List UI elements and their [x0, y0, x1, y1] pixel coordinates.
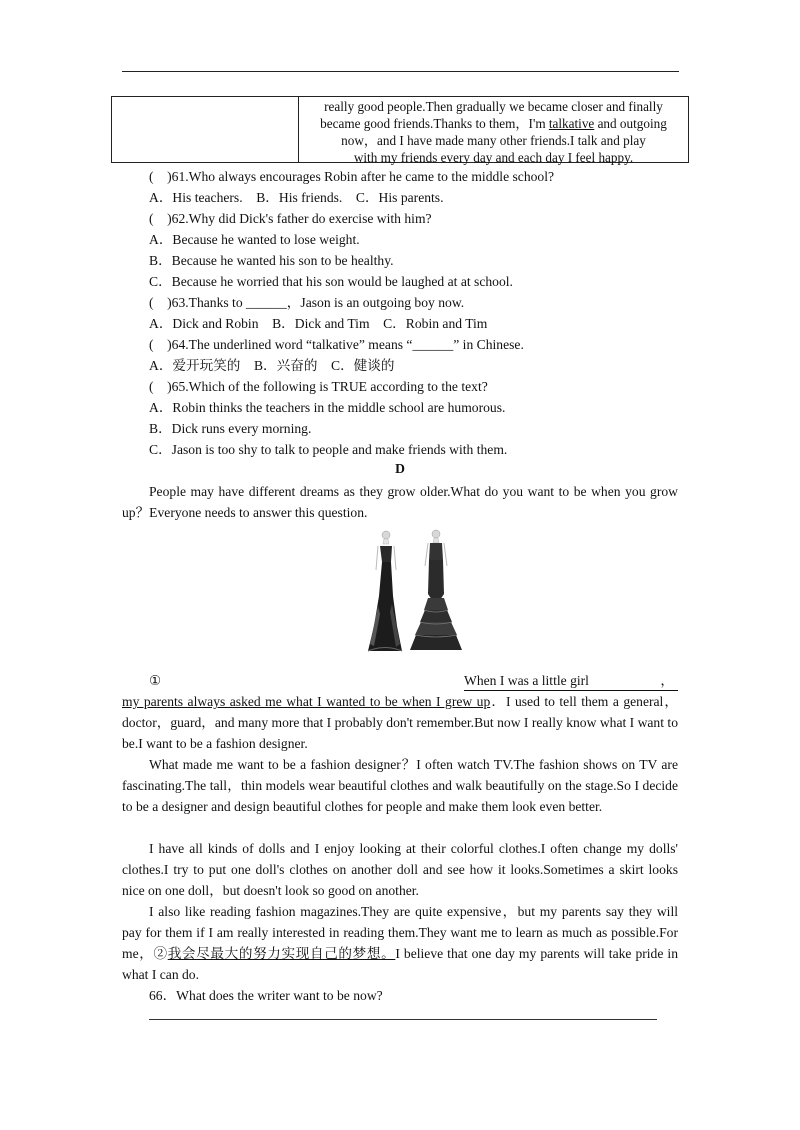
question-65: ( )65.Which of the following is TRUE according to the text?	[149, 379, 488, 394]
underlined-sentence-part-1: When I was a little girl	[464, 673, 589, 688]
question-66: 66．What does the writer want to be now?	[149, 988, 383, 1003]
underlined-sentence-part-2: my parents always asked me what I wanted to be when I grew up	[122, 694, 491, 709]
right-gown	[410, 530, 462, 650]
question-65-option-a: A．Robin thinks the teachers in the middle school are humorous.	[149, 400, 506, 415]
sentence-comma: ，	[660, 673, 674, 688]
answer-line[interactable]	[149, 1019, 657, 1020]
section-intro: People may have different dreams as they grow older.What do you want to be when you grow up？Everyone needs to answer this question.	[122, 484, 678, 520]
underlined-chinese-sentence: 我会尽最大的努力实现自己的梦想。	[167, 946, 396, 961]
question-64-options: A．爱开玩笑的 B．兴奋的 C．健谈的	[149, 358, 395, 373]
evening-gowns-illustration	[362, 526, 466, 656]
question-65-option-c: C．Jason is too shy to talk to people and make friends with them.	[149, 442, 508, 457]
passage-paragraph-2: What made me want to be a fashion designer？I often watch TV.The fashion shows on TV are fascinating.The tall，thin models wear beautiful clothes and walk beautifully on the stage.So I decide to be a designer and design beautiful clothes for people and make them look even better.	[122, 757, 678, 814]
underlined-word-talkative: talkative	[548, 116, 595, 131]
table-line: really good people.Then gradually we became closer and finally	[324, 99, 663, 114]
question-62-option-c: C．Because he worried that his son would be laughed at at school.	[149, 274, 513, 289]
question-62-option-b: B．Because he wanted his son to be healthy.	[149, 253, 394, 268]
passage-sentence-1-line	[122, 670, 678, 691]
circled-number-2: ②	[153, 946, 168, 961]
circled-number-1: ①	[149, 673, 162, 688]
table-line-part: became good friends.Thanks to them，I'm	[320, 116, 549, 131]
paragraph-1-text: ．I used to tell them a general，doctor，guard，and many more that I probably don't remember.But now I really know what I want to be.I want to be a fashion designer.	[122, 694, 678, 751]
table-line: now，and I have made many other friends.I talk and play	[341, 133, 646, 148]
question-61-options: A．His teachers. B．His friends. C．His parents.	[149, 190, 444, 205]
table-left-cell	[112, 97, 299, 162]
table-right-cell	[299, 97, 688, 165]
question-61: ( )61.Who always encourages Robin after he came to the middle school?	[149, 169, 555, 184]
left-gown	[368, 531, 402, 651]
question-62: ( )62.Why did Dick's father do exercise with him?	[149, 211, 432, 226]
paragraph-4-text-a: I also like reading fashion magazines.They are quite expensive，but my parents say they will pay for them if I am really interested in reading them.They want me to learn as much as possible.For me，	[122, 904, 678, 961]
question-63: ( )63.Thanks to ______，Jason is an outgoing boy now.	[149, 295, 465, 310]
table-line: with my friends every day and each day I feel happy.	[353, 150, 634, 165]
passage-paragraph-3: I have all kinds of dolls and I enjoy looking at their colorful clothes.I often change my dolls' clothes.I try to put one doll's clothes on another doll and see how it looks.Sometimes a skirt looks nice on one doll，but doesn't look so good on another.	[122, 841, 678, 898]
question-64: ( )64.The underlined word “talkative” means “______” in Chinese.	[149, 337, 524, 352]
question-65-option-b: B．Dick runs every morning.	[149, 421, 312, 436]
passage-paragraph-1	[122, 691, 678, 754]
passage-paragraph-4	[122, 901, 678, 985]
question-62-option-a: A．Because he wanted to lose weight.	[149, 232, 360, 247]
table-line-part: and outgoing	[594, 116, 667, 131]
passage-table-fragment	[111, 96, 689, 163]
paragraph-4-text-b: I believe that one day my parents will take pride in what I can do.	[122, 946, 678, 982]
table-line	[299, 115, 688, 132]
header-rule	[122, 71, 679, 72]
question-63-options: A．Dick and Robin B．Dick and Tim C．Robin and Tim	[149, 316, 488, 331]
section-heading-d: D	[395, 461, 405, 476]
